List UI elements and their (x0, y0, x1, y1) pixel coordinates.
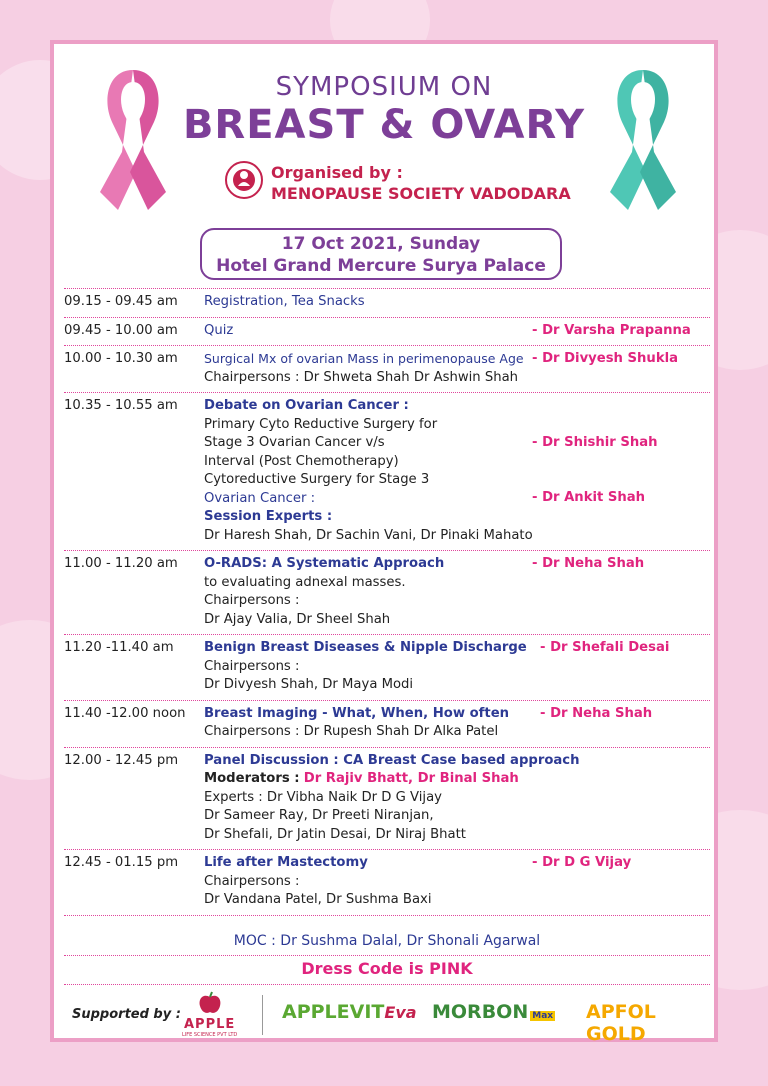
session-topic: Breast Imaging - What, When, How often (204, 705, 510, 721)
society-logo-icon (224, 160, 264, 200)
moc-text: MOC : Dr Sushma Dalal, Dr Shonali Agarwal (233, 932, 541, 949)
brand-name: APPLEVIT (282, 1001, 385, 1023)
event-date: 17 Oct 2021, Sunday (281, 234, 481, 254)
supported-by-label: Supported by : (72, 1007, 181, 1022)
brand-suffix: Max (532, 1011, 554, 1021)
session-time: 10.00 - 10.30 am (64, 351, 178, 366)
poster-card (50, 40, 718, 1045)
speaker-name: - Dr Ankit Shah (532, 490, 646, 505)
moc-row (64, 915, 710, 956)
organised-by-label: Organised by : (271, 163, 403, 182)
speaker-name: - Dr Neha Shah (540, 705, 653, 721)
schedule (64, 288, 710, 985)
session-time: 12.00 - 12.45 pm (64, 752, 179, 768)
session-topic: Benign Breast Diseases & Nipple Discharge (204, 640, 527, 655)
debate-line: Primary Cyto Reductive Surgery for (204, 416, 438, 432)
schedule-row (64, 317, 710, 346)
chairpersons-names: Dr Ajay Valia, Dr Sheel Shah (204, 611, 391, 627)
sponsors-bar (54, 989, 714, 1045)
schedule-row (64, 634, 710, 700)
apple-brand: APPLE (183, 1017, 236, 1032)
apple-logo (182, 991, 237, 1038)
speaker-name: - Dr Varsha Prapanna (532, 322, 691, 338)
chairpersons-label: Chairpersons : (204, 593, 300, 608)
debate-line: Cytoreductive Surgery for Stage 3 (204, 472, 430, 487)
session-time: 12.45 - 01.15 pm (64, 855, 179, 870)
session-topic: O-RADS: A Systematic Approach (204, 556, 445, 571)
speaker-name: - Dr Shefali Desai (540, 640, 670, 655)
session-time: 09.15 - 09.45 am (64, 294, 178, 309)
session-topic: Quiz (204, 322, 234, 338)
session-time: 11.00 - 11.20 am (64, 556, 178, 571)
schedule-row (64, 392, 710, 550)
debate-line: Ovarian Cancer : (204, 490, 316, 506)
session-topic: Panel Discussion : CA Breast Case based approach (204, 752, 580, 768)
schedule-row (64, 345, 710, 392)
schedule-row (64, 288, 710, 317)
apple-icon (197, 991, 223, 1015)
chairpersons-names: Dr Vandana Patel, Dr Sushma Baxi (204, 892, 432, 907)
applevit-eva-brand (282, 1001, 417, 1023)
brand-name: MORBON (432, 1001, 529, 1023)
experts-line: Dr Sameer Ray, Dr Preeti Niranjan, (204, 808, 434, 823)
debate-line: Stage 3 Ovarian Cancer v/s (204, 435, 385, 450)
brand-suffix: Eva (384, 1003, 417, 1022)
session-topic: Debate on Ovarian Cancer : (204, 398, 409, 413)
chairpersons-names: Dr Divyesh Shah, Dr Maya Modi (204, 677, 414, 692)
schedule-row (64, 700, 710, 747)
chairpersons: Chairpersons : Dr Shweta Shah Dr Ashwin Shah (204, 369, 519, 385)
session-topic: Life after Mastectomy (204, 855, 368, 870)
speaker-name: - Dr D G Vijay (532, 855, 632, 870)
divider (262, 995, 263, 1035)
session-topic: Registration, Tea Snacks (204, 294, 365, 309)
session-time: 11.40 -12.00 noon (64, 705, 186, 721)
morbon-max-brand (432, 1001, 555, 1023)
experts-line: Experts : Dr Vibha Naik Dr D G Vijay (204, 789, 442, 805)
schedule-row (64, 849, 710, 915)
schedule-row (64, 550, 710, 634)
debate-line: Interval (Post Chemotherapy) (204, 453, 399, 469)
session-topic: Surgical Mx of ovarian Mass in perimenopause Age (204, 351, 524, 366)
speaker-name: - Dr Divyesh Shukla (532, 351, 679, 366)
experts-label: Session Experts : (204, 509, 333, 524)
session-time: 09.45 - 10.00 am (64, 322, 178, 338)
dress-code: Dress Code is PINK (301, 959, 473, 978)
schedule-row (64, 747, 710, 850)
speaker-name: - Dr Neha Shah (532, 556, 645, 571)
speaker-name: - Dr Shishir Shah (532, 435, 658, 450)
event-date-box (200, 228, 562, 280)
chairpersons-label: Chairpersons : (204, 873, 300, 889)
experts-names: Dr Haresh Shah, Dr Sachin Vani, Dr Pinaki Mahato (204, 527, 533, 543)
apfol-gold-brand (586, 1001, 714, 1045)
moderators-label: Moderators : (204, 771, 300, 786)
organiser-name: MENOPAUSE SOCIETY VADODARA (271, 184, 571, 203)
apple-company: LIFE SCIENCE PVT LTD (182, 1032, 238, 1038)
session-time: 10.35 - 10.55 am (64, 398, 178, 413)
dress-code-row (64, 955, 710, 985)
brand-name: APFOL GOLD (586, 1001, 656, 1045)
chairpersons-label: Chairpersons : (204, 658, 300, 674)
moderators-names: Dr Rajiv Bhatt, Dr Binal Shah (303, 771, 519, 786)
symposium-subject: BREAST & OVARY (182, 102, 586, 148)
event-venue: Hotel Grand Mercure Surya Palace (216, 256, 546, 276)
chairpersons: Chairpersons : Dr Rupesh Shah Dr Alka Patel (204, 724, 499, 739)
topic-continuation: to evaluating adnexal masses. (204, 574, 406, 590)
symposium-title: SYMPOSIUM ON (275, 72, 493, 102)
experts-line: Dr Shefali, Dr Jatin Desai, Dr Niraj Bhatt (204, 826, 466, 842)
session-time: 11.20 -11.40 am (64, 640, 174, 655)
